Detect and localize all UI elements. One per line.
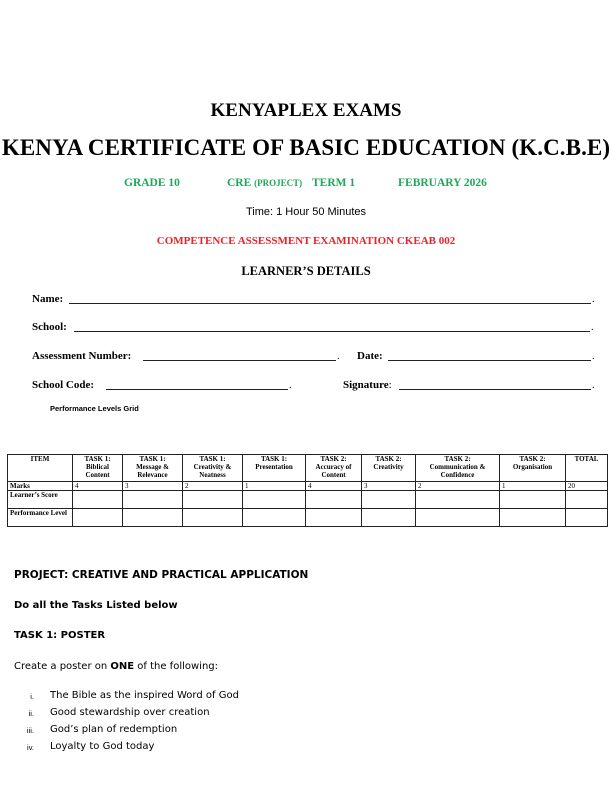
cell-level-total[interactable] [566, 509, 608, 527]
list-item-text: Good stewardship over creation [50, 707, 210, 718]
col-header-text: TOTAL [574, 455, 599, 463]
cell-level[interactable] [73, 509, 123, 527]
signature-colon: : [388, 379, 392, 391]
date-field-label: Date: [357, 350, 383, 362]
project-heading: PROJECT: CREATIVE AND PRACTICAL APPLICATION [14, 569, 309, 581]
table-row-learner-score [8, 491, 608, 509]
col-header-task: TASK 2: [375, 455, 402, 463]
date-label: FEBRUARY 2026 [398, 177, 487, 189]
col-header-criterion: Creativity [373, 463, 404, 471]
cell-level[interactable] [243, 509, 306, 527]
col-header-text: ITEM [30, 455, 50, 463]
assessment-number-field-end: . [337, 351, 340, 362]
name-label: Name: [32, 293, 64, 305]
list-item-number: iv. [27, 743, 34, 752]
col-header-task: TASK 2: [444, 455, 471, 463]
col-header-task: TASK 1: [84, 455, 111, 463]
col-header-criterion: Creativity & Neatness [193, 463, 232, 479]
signature-field-row [343, 379, 392, 391]
cell-level[interactable] [500, 509, 566, 527]
school-code-field[interactable] [106, 389, 288, 390]
col-header-task: TASK 1: [260, 455, 288, 463]
cell-marks: 4 [73, 482, 123, 491]
school-label: School: [32, 321, 67, 333]
learner-details-heading: LEARNER’S DETAILS [241, 264, 371, 278]
assessment-number-label: Assessment Number: [32, 350, 132, 362]
assessment-number-field-row [32, 350, 131, 362]
col-header-criterion: Biblical Content [85, 463, 110, 479]
row-label: Marks [8, 482, 73, 491]
table-row-marks [8, 482, 608, 491]
grade-label: GRADE 10 [124, 177, 180, 189]
cell-marks: 1 [243, 482, 306, 491]
col-header-task2-creativity [362, 455, 416, 482]
col-header-task: TASK 2: [320, 455, 347, 463]
date-field-row [357, 350, 383, 362]
col-header-task1-creativity [183, 455, 243, 482]
school-field-end: . [591, 322, 594, 333]
school-code-field-row [32, 379, 94, 391]
col-header-task2-communication [416, 455, 500, 482]
assessment-title: COMPETENCE ASSESSMENT EXAMINATION CKEAB 002 [156, 235, 456, 247]
cell-level[interactable] [306, 509, 362, 527]
exam-time: Time: 1 Hour 50 Minutes [245, 206, 367, 218]
cell-marks: 3 [362, 482, 416, 491]
cell-score[interactable] [73, 491, 123, 509]
school-field[interactable] [74, 331, 590, 332]
exam-meta-row [0, 177, 612, 191]
performance-grid-table [7, 454, 608, 527]
cell-level[interactable] [123, 509, 183, 527]
col-header-task: TASK 2: [519, 455, 546, 463]
cell-marks: 2 [183, 482, 243, 491]
col-header-total [566, 455, 608, 482]
cell-marks: 4 [306, 482, 362, 491]
name-field[interactable] [69, 303, 591, 304]
signature-field[interactable] [399, 389, 591, 390]
cell-score[interactable] [306, 491, 362, 509]
list-item-number: i. [30, 692, 34, 701]
task1-options-list [0, 690, 612, 760]
col-header-criterion: Accuracy of Content [315, 463, 352, 479]
performance-grid-label: Performance Levels Grid [50, 404, 139, 413]
task1-prompt-before: Create a poster on [14, 661, 111, 672]
col-header-task1-presentation [243, 455, 306, 482]
col-header-item [8, 455, 73, 482]
subject-name: CRE [227, 177, 252, 189]
col-header-task1-biblical [73, 455, 123, 482]
col-header-criterion: Organisation [512, 463, 553, 471]
cell-score[interactable] [183, 491, 243, 509]
subject-label [227, 177, 302, 189]
row-label: Learner’s Score [8, 491, 73, 509]
task1-prompt [14, 661, 218, 672]
cell-marks-total: 20 [566, 482, 608, 491]
school-code-field-end: . [289, 380, 292, 391]
project-instruction: Do all the Tasks Listed below [14, 600, 178, 611]
term-label: TERM 1 [312, 177, 356, 189]
org-title: KENYAPLEX EXAMS [210, 100, 402, 121]
school-code-label: School Code: [32, 379, 95, 391]
cell-marks: 2 [416, 482, 500, 491]
exam-title: KENYA CERTIFICATE OF BASIC EDUCATION (K.C.B.E) [1, 135, 611, 160]
cell-score[interactable] [243, 491, 306, 509]
cell-score[interactable] [416, 491, 500, 509]
cell-score[interactable] [362, 491, 416, 509]
list-item-text: God’s plan of redemption [50, 724, 178, 735]
date-field[interactable] [388, 360, 591, 361]
col-header-task: TASK 1: [139, 455, 166, 463]
col-header-criterion: Communication & Confidence [429, 463, 486, 479]
subject-note: (PROJECT) [254, 178, 303, 188]
col-header-task2-accuracy [306, 455, 362, 482]
list-item-number: iii. [26, 726, 34, 735]
row-label: Performance Level [8, 509, 73, 527]
list-item-text: Loyalty to God today [50, 741, 155, 752]
cell-score[interactable] [500, 491, 566, 509]
name-field-row [32, 293, 63, 305]
col-header-task: TASK 1: [199, 455, 226, 463]
task1-heading: TASK 1: POSTER [14, 630, 106, 641]
cell-score-total[interactable] [566, 491, 608, 509]
cell-level[interactable] [362, 509, 416, 527]
task1-prompt-emphasis: ONE [110, 661, 135, 672]
date-field-end: . [592, 351, 595, 362]
col-header-task1-message [123, 455, 183, 482]
task1-prompt-after: of the following: [134, 661, 219, 672]
list-item-number: ii. [28, 709, 34, 718]
col-header-criterion: Message & Relevance [136, 463, 169, 479]
col-header-criterion: Presentation [255, 463, 293, 471]
grid-header-row [8, 455, 608, 482]
table-row-performance-level [8, 509, 608, 527]
cell-level[interactable] [183, 509, 243, 527]
cell-marks: 3 [123, 482, 183, 491]
name-field-end: . [592, 294, 595, 305]
list-item-text: The Bible as the inspired Word of God [50, 690, 239, 701]
cell-score[interactable] [123, 491, 183, 509]
cell-marks: 1 [500, 482, 566, 491]
col-header-task2-organisation [500, 455, 566, 482]
signature-label: Signature [343, 379, 389, 391]
school-field-row [32, 321, 67, 333]
signature-field-end: . [592, 380, 595, 391]
assessment-number-field[interactable] [143, 360, 336, 361]
cell-level[interactable] [416, 509, 500, 527]
